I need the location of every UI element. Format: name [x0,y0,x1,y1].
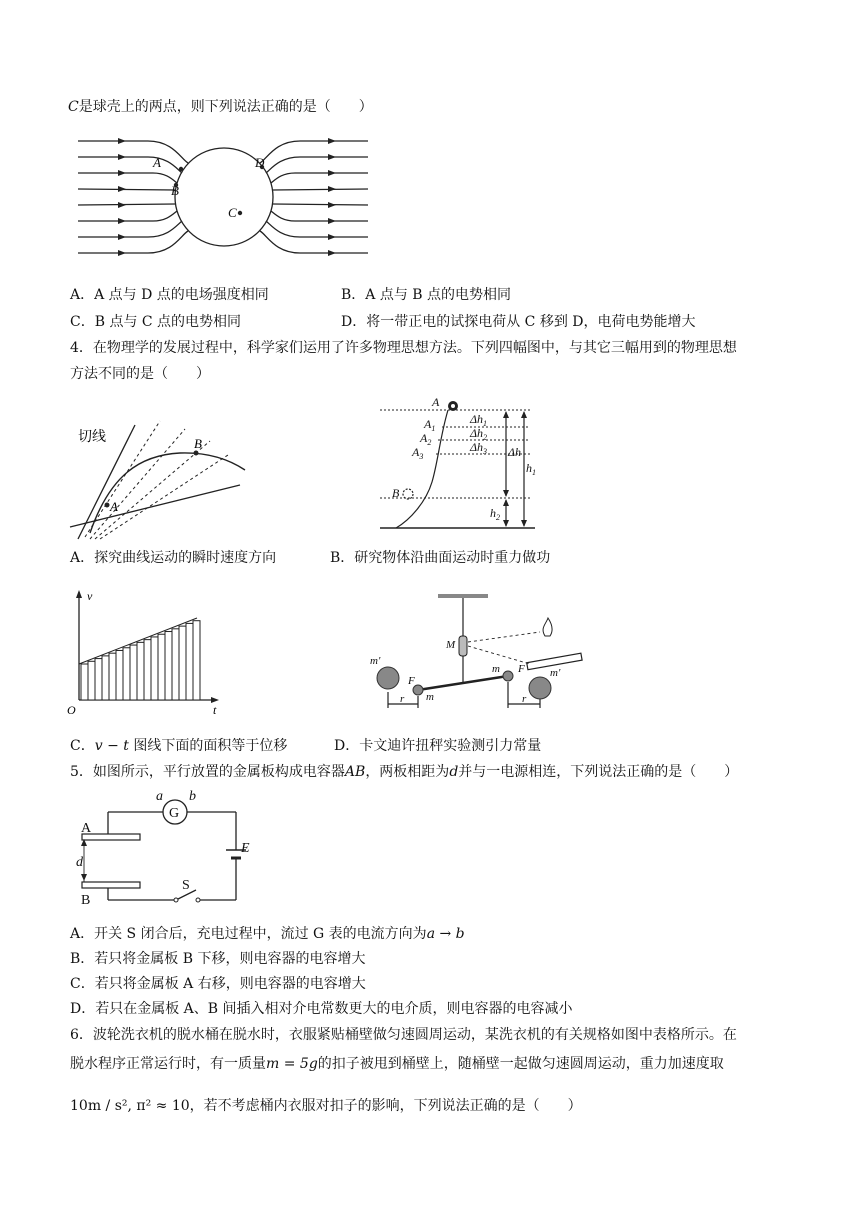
q3-label-A: A [153,155,161,170]
q5-label-a: a [156,789,163,804]
q5-option-a-var: a → b [426,926,465,942]
q4-figure-a-tangent [70,415,250,545]
q4d-label-m-left: m [426,691,434,703]
vt-bar [116,650,123,700]
q6-line3-post: ，若不考虑桶内衣服对扣子的影响，下列说法正确的是（ ） [189,1098,582,1114]
q4-caption-c-text: 图线下面的面积等于位移 [128,738,288,754]
q4a-label-tangent: 切线 [78,430,106,445]
q3-option-c: C．B 点与 C 点的电势相同 [70,314,242,330]
vt-bar [88,661,95,700]
q4-figure-c-vt [65,588,230,716]
q4-caption-c-prefix: C． [70,738,95,754]
q4-stem-line1: 4．在物理学的发展过程中，科学家们运用了许多物理思想方法。下列四幅图中，与其它三幅用到的物理思想 [70,340,737,356]
vt-bar [179,626,186,700]
q4b-label-dh: Δh [508,445,522,459]
q4c-label-t: t [213,703,217,717]
q4d-label-F-left: F [408,675,415,687]
q5-option-b: B．若只将金属板 B 下移，则电容器的电容增大 [70,951,366,967]
q5-label-E: E [241,841,250,856]
q4b-label-dh1: $\Delta h_1$ [470,412,488,428]
vt-bar [137,642,144,700]
q4b-label-dh3: $\Delta h_3$ [470,440,488,456]
q4a-label-A: A [110,499,118,514]
q4c-label-O: O [67,703,76,717]
q5-option-a [70,924,465,944]
q6-mass-var: m = 5g [266,1056,318,1072]
vt-step-bars [81,621,200,700]
vt-bar [158,634,165,700]
q6-line2 [70,1054,724,1074]
q4d-label-m-prime-left: m' [370,655,381,667]
vt-bar [144,640,151,700]
q4b-label-h2: $h_2$ [490,506,500,522]
q3-stem-text: 是球壳上的两点，则下列说法正确的是（ ） [78,99,373,115]
q3-option-b: B．A 点与 B 点的电势相同 [341,287,512,303]
vt-bar [186,623,193,700]
q4d-label-r-left: r [400,693,405,705]
q4d-label-M: M [446,639,456,651]
vt-bar [95,659,102,700]
q5-stem [70,762,738,782]
q4-figure-d-cavendish [370,592,585,722]
vt-bar [193,621,200,700]
vt-bar [172,629,179,700]
q4d-label-m-prime-right: m' [550,667,561,679]
q5-stem-pre: 5．如图所示，平行放置的金属板构成电容器 [70,764,345,780]
q4b-label-A: A [432,395,440,409]
q4a-label-B: B [194,436,202,451]
q3-option-a: A．A 点与 D 点的电场强度相同 [70,287,269,303]
q5-label-d: d [76,855,83,870]
q4d-label-F-right: F [518,663,525,675]
vt-bar [109,653,116,700]
q4-caption-b: B．研究物体沿曲面运动时重力做功 [330,550,551,566]
q6-gravity-var: 10m / s², π² ≈ 10 [70,1098,190,1114]
q3-option-d: D．将一带正电的试探电荷从 C 移到 D，电荷电势能增大 [341,314,696,330]
q5-label-B: B [81,893,91,908]
q4-caption-c-var: v − t [94,738,129,754]
vt-bar [165,632,172,700]
q5-stem-mid: ，两板相距为 [365,764,450,780]
q6-line2-post: 的扣子被甩到桶壁上，随桶壁一起做匀速圆周运动，重力加速度取 [317,1056,724,1072]
q4b-label-A1: $A_1$ [424,417,436,433]
q5-label-G: G [169,806,180,821]
vt-bar [102,656,109,700]
q5-label-A: A [81,821,92,836]
q4-caption-a: A．探究曲线运动的瞬时速度方向 [70,550,277,566]
q5-option-a-text: A．开关 S 闭合后，充电过程中，流过 G 表的电流方向为 [70,926,427,942]
q5-stem-post: 并与一电源相连，下列说法正确的是（ ） [458,764,739,780]
q4-caption-d: D．卡文迪许扭秤实验测引力常量 [334,738,542,754]
q5-label-b: b [189,789,196,804]
q4b-label-B: B [392,486,400,500]
q6-line3 [70,1096,582,1116]
q6-line1: 6．波轮洗衣机的脱水桶在脱水时，衣服紧贴桶壁做匀速圆周运动，某洗衣机的有关规格如图中表格所示。在 [70,1027,737,1043]
q4-stem-line2: 方法不同的是（ ） [70,366,210,382]
q3-stem-var: C [68,99,79,115]
q5-label-S: S [182,878,190,893]
q3-label-B: B [171,183,179,198]
q6-line2-pre: 脱水程序正常运行时，有一质量 [70,1056,266,1072]
q3-label-C: C [228,205,237,220]
q5-circuit-figure [76,790,256,915]
q4-figure-b-slope [380,392,540,537]
q3-label-D: D [255,155,265,170]
q5-option-d: D．若只在金属板 A、B 间插入相对介电常数更大的电介质，则电容器的电容减小 [70,1001,573,1017]
q4b-label-h1: $h_1$ [526,461,536,477]
q3-field-figure [78,133,368,263]
vt-bar [123,648,130,700]
q4b-label-A2: $A_2$ [420,431,432,447]
q4b-label-A3: $A_3$ [412,445,424,461]
vt-bar [151,637,158,700]
q5-option-c: C．若只将金属板 A 右移，则电容器的电容增大 [70,976,366,992]
q4c-label-v: v [87,589,93,603]
vt-bar [81,664,88,700]
q3-stem [68,97,373,117]
q4b-label-dh2: $\Delta h_2$ [470,426,488,442]
q5-stem-var-d: d [449,764,459,780]
q5-stem-var-ab: AB [344,764,366,780]
vt-bar [130,645,137,700]
q4d-label-m-right: m [492,663,500,675]
q4-caption-c [70,736,287,756]
q4d-label-r-right: r [522,693,527,705]
